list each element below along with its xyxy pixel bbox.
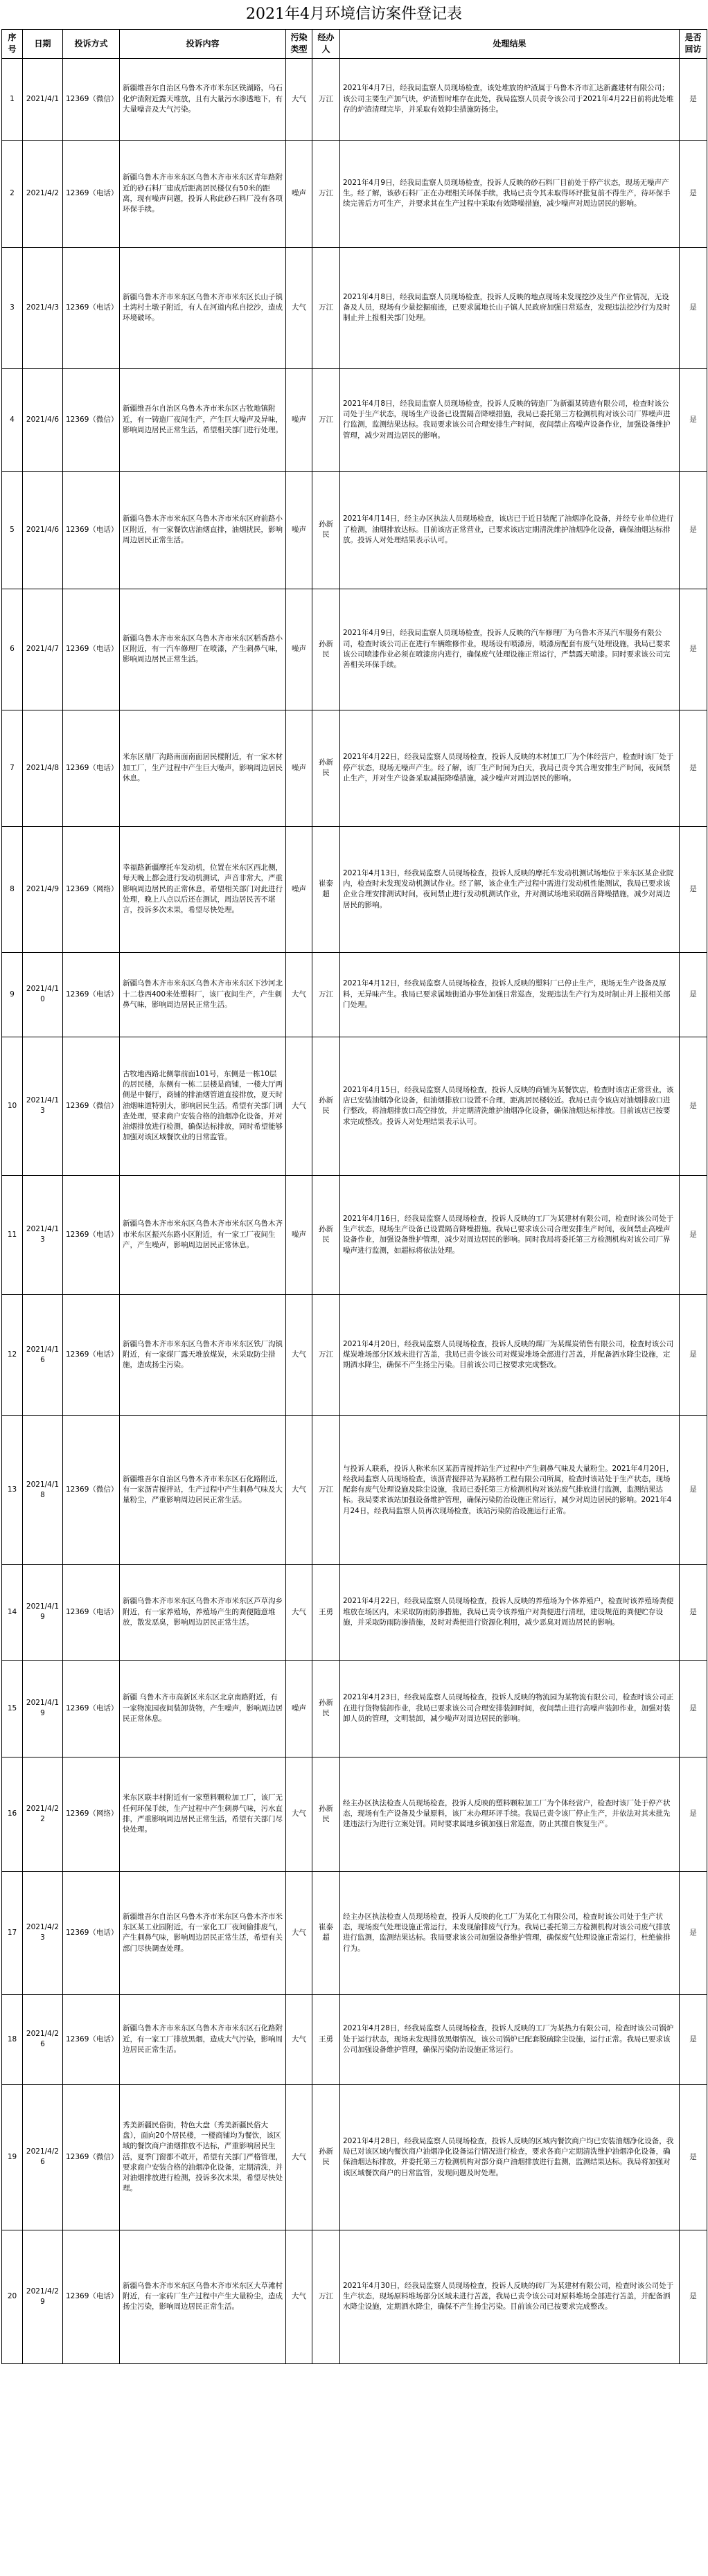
cell-result: 2021年4月22日，经我局监察人员现场检查，投诉人反映的木材加工厂为个体经营户，检查时该厂处于停产状态，现场无噪声产生。经了解，该厂生产时间为白天，我局已责令其合理安排生产时间，夜间禁止生产，并对生产设备采取减振降噪措施，减少噪声对周边居民的影响。 (340, 710, 680, 826)
cell-no: 5 (2, 471, 23, 589)
cell-date: 2021/4/13 (23, 1037, 63, 1175)
cell-handler: 万江 (312, 247, 340, 368)
cell-type: 大气 (286, 1415, 312, 1564)
cell-content: 新疆乌鲁木齐市米东区乌鲁木齐市米东区铁厂沟镇附近，有一家煤厂露天堆放煤炭，未采取防尘措施，造成扬尘污染。 (120, 1294, 286, 1415)
cell-method: 12369（微信） (63, 368, 120, 471)
cell-type: 噪声 (286, 589, 312, 710)
cell-date: 2021/4/9 (23, 826, 63, 952)
cell-method: 12369（电话） (63, 140, 120, 247)
cell-no: 10 (2, 1037, 23, 1175)
cell-result: 2021年4月7日，经我局监察人员现场检查，该处堆放的炉渣属于乌鲁木齐市汇达新鑫建材有限公司；该公司主要生产加气块，炉渣暂时堆存在此处，我局监察人员责令该公司于2021年4月22日前将此处堆存的炉渣清理完毕，并采取有效抑尘措施防扬尘。 (340, 58, 680, 140)
header-method: 投诉方式 (63, 30, 120, 59)
cell-result: 2021年4月9日，经我局监察人员现场检查，投诉人反映的砂石料厂目前处于停产状态，现场无噪声产生。经了解，该砂石料厂正在办理相关环保手续，我局已责令其未取得环评批复前不得生产，待环保手续完善后方可生产，并要求其在生产过程中采取有效降噪措施，减少噪声对周边居民的影响。 (340, 140, 680, 247)
cell-revisit: 是 (680, 471, 707, 589)
cell-method: 12369（电话） (63, 1871, 120, 1994)
cell-revisit: 是 (680, 2230, 707, 2363)
cell-revisit: 是 (680, 247, 707, 368)
cell-date: 2021/4/13 (23, 1175, 63, 1294)
cell-date: 2021/4/23 (23, 1871, 63, 1994)
cell-revisit: 是 (680, 1564, 707, 1660)
cell-no: 4 (2, 368, 23, 471)
table-row (2, 368, 707, 471)
cell-no: 17 (2, 1871, 23, 1994)
cell-method: 12369（微信） (63, 1415, 120, 1564)
cell-date: 2021/4/26 (23, 1994, 63, 2084)
cell-date: 2021/4/29 (23, 2230, 63, 2363)
cell-content: 新疆维吾尔自治区乌鲁木齐市米东区铁湖路，乌石化炉渣附近露天堆放，且有大量污水渗透地下，有大量噪音及大气污染。 (120, 58, 286, 140)
cell-revisit: 是 (680, 1994, 707, 2084)
cell-no: 19 (2, 2084, 23, 2230)
cell-revisit: 是 (680, 1757, 707, 1871)
cell-type: 大气 (286, 1994, 312, 2084)
table-row (2, 471, 707, 589)
cell-no: 16 (2, 1757, 23, 1871)
cell-handler: 孙新民 (312, 589, 340, 710)
table-row (2, 1415, 707, 1564)
cell-no: 6 (2, 589, 23, 710)
cell-revisit: 是 (680, 140, 707, 247)
cell-content: 新疆乌鲁木齐市米东区乌鲁木齐市米东区府前路小区附近，有一家餐饮店油烟直排，油烟扰民，影响周边居民正常生活。 (120, 471, 286, 589)
cell-content: 古牧地西路北侧靠前面101号，东侧是一栋10层的居民楼，东侧有一栋二层楼是商铺，一楼大厅两侧是中餐厅，商铺的排油烟管道直接排放，夏天时油烟味道特别大，影响居民生活。希望有关部门调查处理，要求商户安装合格的油烟净化设备，并对油烟排放进行检测，确保达标排放，同时希望能够加强对该区域餐饮业的日常监管。 (120, 1037, 286, 1175)
cell-date: 2021/4/19 (23, 1660, 63, 1757)
cell-date: 2021/4/3 (23, 247, 63, 368)
header-type: 污染类型 (286, 30, 312, 59)
cell-method: 12369（电话） (63, 1175, 120, 1294)
cell-type: 噪声 (286, 1175, 312, 1294)
cell-result: 2021年4月23日，经我局监察人员现场检查，投诉人反映的物流园为某物流有限公司，检查时该公司正在进行货物装卸作业，我局已要求该公司合理安排装卸时间，夜间禁止进行高噪声装卸作业，加强对装卸人员的管理，文明装卸，减少噪声对周边居民的影响。 (340, 1660, 680, 1757)
table-row (2, 140, 707, 247)
table-row (2, 1871, 707, 1994)
cell-revisit: 是 (680, 1660, 707, 1757)
cell-content: 新疆乌鲁木齐市米东区乌鲁木齐市米东区下沙河北十二巷西400米处塑料厂，该厂夜间生产，产生刺鼻气味，影响周边居民正常生活。 (120, 952, 286, 1037)
cell-content: 新疆维吾尔自治区乌鲁木齐市米东区乌鲁木齐市米东区某工业园附近，有一家化工厂夜间偷排废气，产生刺鼻气味，影响周边居民正常生活，希望有关部门尽快调查处理。 (120, 1871, 286, 1994)
cell-no: 1 (2, 58, 23, 140)
cell-handler: 万江 (312, 368, 340, 471)
cell-method: 12369（电话） (63, 2230, 120, 2363)
cell-result: 2021年4月22日，经我局监察人员现场检查，投诉人反映的养殖场为个体养殖户，检查时该养殖场粪便堆放在场区内，未采取防雨防渗措施，我局已责令该养殖户对粪便进行清理，建设规范的粪便贮存设施，并采取防雨防渗措施，及时对粪便进行资源化利用，减少恶臭对周边居民的影响。 (340, 1564, 680, 1660)
table-header-row (2, 30, 707, 59)
cell-date: 2021/4/19 (23, 1564, 63, 1660)
cell-result: 2021年4月20日，经我局监察人员现场检查，投诉人反映的煤厂为某煤炭销售有限公司，检查时该公司煤炭堆场部分区域未进行苫盖，我局已责令该公司对煤炭堆场全部进行苫盖，并配备洒水降尘设施，定期洒水降尘，确保不产生扬尘污染。目前该公司已按要求完成整改。 (340, 1294, 680, 1415)
cell-result: 2021年4月8日，经我局监察人员现场检查，投诉人反映的地点现场未发现挖沙及生产作业情况，无设备及人员，现场有少量挖掘痕迹，已要求属地长山子镇人民政府加强日常巡查，发现违法挖沙行为及时制止并上报相关部门处理。 (340, 247, 680, 368)
cell-content: 新疆乌鲁木齐市米东区乌鲁木齐市米东区大草滩村附近，有一家砖厂生产过程中产生大量粉尘，造成扬尘污染，影响周边居民正常生活。 (120, 2230, 286, 2363)
cell-result: 2021年4月9日，经我局监察人员现场检查，投诉人反映的汽车修理厂为乌鲁木齐某汽车服务有限公司，检查时该公司正在进行车辆维修作业，现场设有喷漆房，喷漆房配套有废气处理设施，我局已要求该公司喷漆作业必须在喷漆房内进行，确保废气处理设施正常运行，严禁露天喷漆。同时要求该公司完善相关环保手续。 (340, 589, 680, 710)
cell-handler: 王勇 (312, 1994, 340, 2084)
cell-method: 12369（电话） (63, 1564, 120, 1660)
table-row (2, 247, 707, 368)
cell-result: 2021年4月13日，经我局监察人员现场检查，投诉人反映的摩托车发动机测试场地位于米东区某企业院内，检查时未发现发动机测试作业。经了解，该企业生产过程中需进行发动机性能测试，我局已要求该企业合理安排测试时间，夜间禁止进行发动机测试作业，并对测试场地采取隔音降噪措施，减少对周边居民的影响。 (340, 826, 680, 952)
cell-revisit: 是 (680, 1175, 707, 1294)
cell-no: 3 (2, 247, 23, 368)
cell-revisit: 是 (680, 589, 707, 710)
table-row (2, 1757, 707, 1871)
header-date: 日期 (23, 30, 63, 59)
cell-content: 新疆乌鲁木齐市米东区乌鲁木齐市米东区石化路附近，有一家工厂排放黑烟，造成大气污染，影响周边居民正常生活。 (120, 1994, 286, 2084)
cell-revisit: 是 (680, 58, 707, 140)
table-row (2, 710, 707, 826)
cell-result: 2021年4月28日，经我局监察人员现场检查，投诉人反映的区域内餐饮商户均已安装油烟净化设备，我局已对该区域内餐饮商户油烟净化设备运行情况进行检查，要求各商户定期清洗维护油烟净化设备，确保油烟达标排放，并委托第三方检测机构对部分商户油烟排放进行监测，监测结果达标。我局将加强对该区域餐饮商户的日常监管，发现问题及时处理。 (340, 2084, 680, 2230)
cell-content: 新疆乌鲁木齐市米东区乌鲁木齐市米东区青年路附近的砂石料厂建成后距离居民楼仅有50米的距离，现有噪声问题，投诉人称此砂石料厂没有各项环保手续。 (120, 140, 286, 247)
cell-result: 2021年4月8日，经我局监察人员现场检查，投诉人反映的铸造厂为新疆某铸造有限公司，检查时该公司处于生产状态，现场生产设备已设置隔音降噪措施，我局已委托第三方检测机构对该公司厂界噪声进行监测，监测结果达标。我局要求该公司合理安排生产时间，夜间禁止高噪声设备作业，加强设备维护管理，减少对周边居民的影响。 (340, 368, 680, 471)
cell-no: 14 (2, 1564, 23, 1660)
cell-content: 新疆乌鲁木齐市米东区乌鲁木齐市米东区长山子镇土湾村土墩子附近，有人在河道内私自挖沙，造成环境破坏。 (120, 247, 286, 368)
table-row (2, 58, 707, 140)
cell-result: 2021年4月12日，经我局监察人员现场检查，投诉人反映的塑料厂已停止生产，现场无生产设备及原料，无异味产生。我局已要求属地街道办事处加强日常巡查，发现违法生产行为及时制止并上报相关部门处理。 (340, 952, 680, 1037)
cell-method: 12369（电话） (63, 471, 120, 589)
page-title: 2021年4月环境信访案件登记表 (246, 6, 462, 23)
table-row (2, 589, 707, 710)
cell-content: 米东区鼎厂沟路南面南面居民楼附近，有一家木材加工厂，生产过程中产生巨大噪声，影响周边居民休息。 (120, 710, 286, 826)
cell-result: 2021年4月28日，经我局监察人员现场检查，投诉人反映的工厂为某热力有限公司，检查时该公司锅炉处于运行状态，现场未发现排放黑烟情况，该公司锅炉已配套脱硫除尘设施，运行正常。我局已要求该公司加强设备维护管理，确保污染防治设施正常运行。 (340, 1994, 680, 2084)
cell-date: 2021/4/1 (23, 58, 63, 140)
cell-type: 噪声 (286, 1660, 312, 1757)
cell-handler: 崔泰超 (312, 1871, 340, 1994)
table-row (2, 1294, 707, 1415)
cell-type: 大气 (286, 1037, 312, 1175)
cell-method: 12369（网络） (63, 1757, 120, 1871)
cell-no: 13 (2, 1415, 23, 1564)
cell-method: 12369（微信） (63, 1037, 120, 1175)
cell-content: 幸福路新疆摩托车发动机，位置在米东区西北侧，每天晚上都会进行发动机测试，声音非常大，严重影响周边居民的正常休息，希望相关部门对此进行处理，晚上八点以后还在测试，周边居民苦不堪言，投诉多次未果，希望尽快处理。 (120, 826, 286, 952)
header-revisit: 是否回访 (680, 30, 707, 59)
header-handler: 经办人 (312, 30, 340, 59)
cell-date: 2021/4/26 (23, 2084, 63, 2230)
complaint-table (1, 29, 707, 2364)
cell-date: 2021/4/6 (23, 471, 63, 589)
cell-content: 新疆 乌鲁木齐市高新区米东区北京南路附近，有一家物流园夜间装卸货物，产生噪声，影响周边居民正常休息。 (120, 1660, 286, 1757)
table-row (2, 2230, 707, 2363)
cell-type: 噪声 (286, 140, 312, 247)
cell-method: 12369（电话） (63, 1294, 120, 1415)
cell-type: 噪声 (286, 368, 312, 471)
cell-no: 18 (2, 1994, 23, 2084)
cell-type: 大气 (286, 58, 312, 140)
cell-date: 2021/4/7 (23, 589, 63, 710)
cell-revisit: 是 (680, 2084, 707, 2230)
table-row (2, 1564, 707, 1660)
cell-method: 12369（电话） (63, 589, 120, 710)
cell-handler: 孙新民 (312, 1037, 340, 1175)
cell-result: 经主办区执法检查人员现场检查，投诉人反映的塑料颗粒加工厂为个体经营户，检查时该厂处于停产状态，现场有生产设备及少量原料，该厂未办理环评手续。我局已责令该厂停止生产，并依法对其未批先建违法行为进行立案处罚。同时要求属地乡镇加强日常巡查，防止其擅自恢复生产。 (340, 1757, 680, 1871)
cell-method: 12369（电话） (63, 1994, 120, 2084)
cell-type: 大气 (286, 2230, 312, 2363)
cell-method: 12369（电话） (63, 710, 120, 826)
cell-content: 新疆乌鲁木齐市米东区乌鲁木齐市米东区芦草沟乡附近，有一家养殖场，养殖场产生的粪便随意堆放，散发恶臭，影响周边居民正常生活。 (120, 1564, 286, 1660)
cell-revisit: 是 (680, 710, 707, 826)
cell-type: 噪声 (286, 471, 312, 589)
cell-handler: 孙新民 (312, 1175, 340, 1294)
cell-result: 2021年4月16日，经我局监察人员现场检查，投诉人反映的工厂为某建材有限公司，检查时该公司处于生产状态，现场生产设备已设置隔音降噪措施。我局已要求该公司合理安排生产时间，夜间禁止高噪声设备作业，加强设备维护管理，减少对周边居民的影响。同时我局将委托第三方检测机构对该公司厂界噪声进行监测，如超标将依法处理。 (340, 1175, 680, 1294)
cell-method: 12369（电话） (63, 952, 120, 1037)
cell-type: 大气 (286, 247, 312, 368)
cell-handler: 孙新民 (312, 2084, 340, 2230)
cell-result: 与投诉人联系，投诉人称米东区某沥青搅拌站生产过程中产生刺鼻气味及大量粉尘。2021年4月20日，经我局监察人员现场检查，该沥青搅拌站为某路桥工程有限公司所属，检查时该站处于生产状态，现场配套有废气处理设施及除尘设施，我局已委托第三方检测机构对该站废气排放进行监测，监测结果达标。我局要求该站加强设备维护管理，确保污染防治设施正常运行，减少对周边居民的影响。2021年4月24日，经我局监察人员再次现场检查，该站污染防治设施运行正常。 (340, 1415, 680, 1564)
cell-handler: 万江 (312, 1415, 340, 1564)
cell-type: 大气 (286, 952, 312, 1037)
cell-method: 12369（微信） (63, 58, 120, 140)
table-row (2, 1994, 707, 2084)
cell-method: 12369（微信） (63, 2084, 120, 2230)
header-content: 投诉内容 (120, 30, 286, 59)
cell-type: 噪声 (286, 826, 312, 952)
cell-method: 12369（网络） (63, 826, 120, 952)
table-row (2, 1175, 707, 1294)
cell-date: 2021/4/10 (23, 952, 63, 1037)
cell-revisit: 是 (680, 1294, 707, 1415)
cell-result: 经主办区执法检查人员现场检查，投诉人反映的化工厂为某化工有限公司，检查时该公司处于生产状态，现场废气处理设施正常运行，未发现偷排废气行为。我局已委托第三方检测机构对该公司废气排放进行监测，监测结果达标。我局要求该公司加强设备维护管理，确保废气处理设施正常运行，杜绝偷排行为。 (340, 1871, 680, 1994)
cell-no: 12 (2, 1294, 23, 1415)
cell-handler: 孙新民 (312, 1660, 340, 1757)
cell-no: 11 (2, 1175, 23, 1294)
cell-revisit: 是 (680, 1871, 707, 1994)
cell-type: 大气 (286, 1294, 312, 1415)
cell-handler: 万江 (312, 1294, 340, 1415)
cell-date: 2021/4/18 (23, 1415, 63, 1564)
header-no: 序号 (2, 30, 23, 59)
cell-type: 噪声 (286, 710, 312, 826)
cell-no: 2 (2, 140, 23, 247)
cell-type: 大气 (286, 1871, 312, 1994)
cell-content: 米东区联丰村附近有一家塑料颗粒加工厂，该厂无任何环保手续，生产过程中产生刺鼻气味，污水直排，严重影响周边居民正常生活，希望有关部门尽快处理。 (120, 1757, 286, 1871)
cell-handler: 孙新民 (312, 471, 340, 589)
cell-result: 2021年4月15日，经我局监察人员现场检查，投诉人反映的商铺为某餐饮店，检查时该店正常营业，该店已安装油烟净化设备，但油烟排放口设置不合理，距离居民楼较近。我局已责令该店对油烟排放口进行整改，将油烟排放口高空排放，并定期清洗维护油烟净化设备，确保油烟达标排放。目前该店已按要求完成整改。投诉人对处理结果表示认可。 (340, 1037, 680, 1175)
cell-handler: 万江 (312, 58, 340, 140)
cell-content: 秀美新疆民俗街，特色大盘（秀美新疆民俗大盘），面向20个居民楼，一楼商铺均为餐饮，该区域的餐饮商户油烟排放不达标，严重影响居民生活，夏季门窗都不敢开，希望有关部门严格管理，要求商户安装合格的油烟净化设备，定期清洗，并对油烟排放进行检测，投诉多次未果，希望尽快处理。 (120, 2084, 286, 2230)
cell-method: 12369（电话） (63, 1660, 120, 1757)
cell-revisit: 是 (680, 826, 707, 952)
cell-result: 2021年4月30日，经我局监察人员现场检查，投诉人反映的砖厂为某建材有限公司，检查时该公司处于生产状态，现场原料堆场部分区域未进行苫盖，我局已责令该公司对原料堆场全部进行苫盖，并配备洒水降尘设施，定期洒水降尘，确保不产生扬尘污染。目前该公司已按要求完成整改。 (340, 2230, 680, 2363)
cell-handler: 万江 (312, 2230, 340, 2363)
cell-no: 7 (2, 710, 23, 826)
cell-result: 2021年4月14日，经主办区执法人员现场检查，该店已于近日装配了油烟净化设备，并经专业单位进行了检测，油烟排放达标。目前该店正常营业，已要求该店定期清洗维护油烟净化设备，确保油烟达标排放。投诉人对处理结果表示认可。 (340, 471, 680, 589)
cell-handler: 万江 (312, 140, 340, 247)
cell-revisit: 是 (680, 1037, 707, 1175)
table-row (2, 826, 707, 952)
cell-content: 新疆维吾尔自治区乌鲁木齐市米东区古牧地镇附近，有一铸造厂夜间生产，产生巨大噪声及异味，影响周边居民正常生活，希望相关部门进行处理。 (120, 368, 286, 471)
cell-handler: 王勇 (312, 1564, 340, 1660)
cell-date: 2021/4/22 (23, 1757, 63, 1871)
table-row (2, 2084, 707, 2230)
table-row (2, 1660, 707, 1757)
cell-handler: 孙新民 (312, 710, 340, 826)
cell-method: 12369（电话） (63, 247, 120, 368)
cell-type: 大气 (286, 1757, 312, 1871)
cell-revisit: 是 (680, 1415, 707, 1564)
cell-type: 大气 (286, 2084, 312, 2230)
cell-no: 8 (2, 826, 23, 952)
cell-date: 2021/4/6 (23, 368, 63, 471)
cell-revisit: 是 (680, 952, 707, 1037)
table-row (2, 1037, 707, 1175)
header-result: 处理结果 (340, 30, 680, 59)
cell-revisit: 是 (680, 368, 707, 471)
cell-no: 9 (2, 952, 23, 1037)
cell-date: 2021/4/2 (23, 140, 63, 247)
cell-handler: 崔泰超 (312, 826, 340, 952)
cell-no: 20 (2, 2230, 23, 2363)
cell-content: 新疆乌鲁木齐市米东区乌鲁木齐市米东区稻香路小区附近，有一汽车修理厂在喷漆，产生刺鼻气味，影响周边居民正常生活。 (120, 589, 286, 710)
cell-type: 大气 (286, 1564, 312, 1660)
table-row (2, 952, 707, 1037)
cell-date: 2021/4/16 (23, 1294, 63, 1415)
cell-handler: 万江 (312, 952, 340, 1037)
cell-no: 15 (2, 1660, 23, 1757)
cell-handler: 孙新民 (312, 1757, 340, 1871)
cell-content: 新疆乌鲁木齐市米东区乌鲁木齐市米东区乌鲁木齐市米东区振兴东路小区附近，有一家工厂夜间生产，产生噪声，影响周边居民正常休息。 (120, 1175, 286, 1294)
cell-content: 新疆维吾尔自治区乌鲁木齐市米东区石化路附近，有一家沥青搅拌站，生产过程中产生刺鼻气味及大量粉尘，严重影响周边居民正常生活。 (120, 1415, 286, 1564)
cell-date: 2021/4/8 (23, 710, 63, 826)
